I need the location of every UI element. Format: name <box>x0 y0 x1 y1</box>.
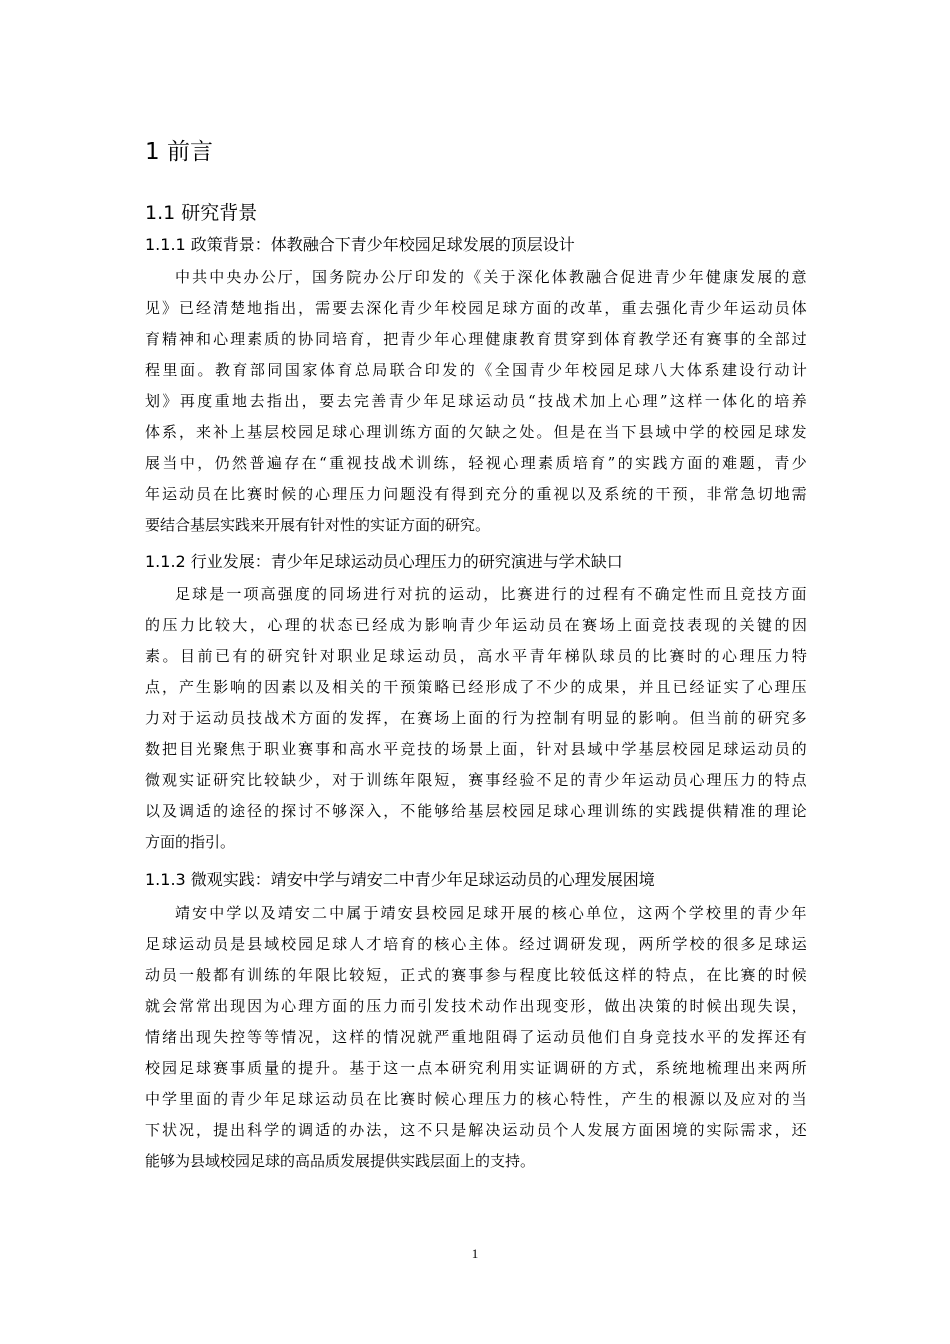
section-heading: 1.1 研究背景 <box>145 202 258 224</box>
page-number: 1 <box>471 1246 479 1261</box>
subsection-heading-industry: 1.1.2 行业发展：青少年足球运动员心理压力的研究演进与学术缺口 <box>145 552 623 571</box>
subsection-heading-practice: 1.1.3 微观实践：靖安中学与靖安二中青少年足球运动员的心理发展困境 <box>145 870 655 889</box>
paragraph-line: 体 系 ， 来 补 上 基 层 校 园 足 球 心 理 训 练 方 面 的 欠 缺 之 处 。 但 是 在 当 下 县 域 中 学 的 校 园 足 球 发 <box>145 423 807 441</box>
paragraph-line: 方面的指引。 <box>145 833 236 851</box>
paragraph-line: 微 观 实 证 研 究 比 较 缺 少 ， 对 于 训 练 年 限 短 ， 赛 事 经 验 不 足 的 青 少 年 运 动 员 心 理 压 力 的 特 点 <box>145 771 807 789</box>
paragraph-line: 见 》 已 经 清 楚 地 指 出 ， 需 要 去 深 化 青 少 年 校 园 足 球 方 面 的 改 革 ， 重 去 强 化 青 少 年 运 动 员 体 <box>145 299 807 317</box>
subsection-heading-policy: 1.1.1 政策背景：体教融合下青少年校园足球发展的顶层设计 <box>145 235 575 254</box>
paragraph-line: 靖 安 中 学 以 及 靖 安 二 中 属 于 靖 安 县 校 园 足 球 开 展 的 核 心 单 位 ， 这 两 个 学 校 里 的 青 少 年 <box>175 904 807 922</box>
paragraph-line: 育 精 神 和 心 理 素 质 的 协 同 培 育 ， 把 青 少 年 心 理 健 康 教 育 贯 穿 到 体 育 教 学 还 有 赛 事 的 全 部 过 <box>145 330 807 348</box>
paragraph-line: 数 把 目 光 聚 焦 于 职 业 赛 事 和 高 水 平 竞 技 的 场 景 上 面 ， 针 对 县 域 中 学 基 层 校 园 足 球 运 动 员 的 <box>145 740 807 758</box>
paragraph-line: 就 会 常 常 出 现 因 为 心 理 方 面 的 压 力 而 引 发 技 术 动 作 出 现 变 形 ， 做 出 决 策 的 时 候 出 现 失 误 ， <box>145 997 807 1015</box>
paragraph-line: 下 状 况 ， 提 出 科 学 的 调 适 的 办 法 ， 这 不 只 是 解 决 运 动 员 个 人 发 展 方 面 困 境 的 实 际 需 求 ， 还 <box>145 1121 807 1139</box>
paragraph-line: 素 。 目 前 已 有 的 研 究 针 对 职 业 足 球 运 动 员 ， 高 水 平 青 年 梯 队 球 员 的 比 赛 时 的 心 理 压 力 特 <box>145 647 807 665</box>
paragraph-line: 要结合基层实践来开展有针对性的实证方面的研究。 <box>145 516 491 534</box>
paragraph-policy <box>145 262 807 541</box>
paragraph-line: 程 里 面 。 教 育 部 同 国 家 体 育 总 局 联 合 印 发 的 《 全 国 青 少 年 校 园 足 球 八 大 体 系 建 设 行 动 计 <box>145 361 807 379</box>
paragraph-line: 校 园 足 球 赛 事 质 量 的 提 升 。 基 于 这 一 点 本 研 究 利 用 实 证 调 研 的 方 式 ， 系 统 地 梳 理 出 来 两 所 <box>145 1059 807 1077</box>
paragraph-line: 情 绪 出 现 失 控 等 等 情 况 ， 这 样 的 情 况 就 严 重 地 阻 碍 了 运 动 员 他 们 自 身 竞 技 水 平 的 发 挥 还 有 <box>145 1028 807 1046</box>
chapter-heading: 1 前言 <box>145 139 213 165</box>
paragraph-line: 中 共 中 央 办 公 厅 ， 国 务 院 办 公 厅 印 发 的 《 关 于 深 化 体 教 融 合 促 进 青 少 年 健 康 发 展 的 意 <box>175 268 807 286</box>
paragraph-line: 点 ， 产 生 影 响 的 因 素 以 及 相 关 的 干 预 策 略 已 经 形 成 了 不 少 的 成 果 ， 并 且 已 经 证 实 了 心 理 压 <box>145 678 807 696</box>
paragraph-line: 足 球 运 动 员 是 县 域 校 园 足 球 人 才 培 育 的 核 心 主 体 。 经 过 调 研 发 现 ， 两 所 学 校 的 很 多 足 球 运 <box>145 935 807 953</box>
paragraph-line: 动 员 一 般 都 有 训 练 的 年 限 比 较 短 ， 正 式 的 赛 事 参 与 程 度 比 较 低 这 样 的 特 点 ， 在 比 赛 的 时 候 <box>145 966 807 984</box>
paragraph-line: 划 》 再 度 重 地 去 指 出 ， 要 去 完 善 青 少 年 足 球 运 动 员 “ 技 战 术 加 上 心 理 ” 这 样 一 体 化 的 培 养 <box>145 392 807 410</box>
paragraph-line: 力 对 于 运 动 员 技 战 术 方 面 的 发 挥 ， 在 赛 场 上 面 的 行 为 控 制 有 明 显 的 影 响 。 但 当 前 的 研 究 多 <box>145 709 807 727</box>
paragraph-line: 足 球 是 一 项 高 强 度 的 同 场 进 行 对 抗 的 运 动 ， 比 赛 进 行 的 过 程 有 不 确 定 性 而 且 竞 技 方 面 <box>175 585 807 603</box>
paragraph-line: 能够为县域校园足球的高品质发展提供实践层面上的支持。 <box>145 1152 536 1170</box>
paragraph-line: 以 及 调 适 的 途 径 的 探 讨 不 够 深 入 ， 不 能 够 给 基 层 校 园 足 球 心 理 训 练 的 实 践 提 供 精 准 的 理 论 <box>145 802 807 820</box>
paragraph-line: 展 当 中 ， 仍 然 普 遍 存 在 “ 重 视 技 战 术 训 练 ， 轻 视 心 理 素 质 培 育 ” 的 实 践 方 面 的 难 题 ， 青 少 <box>145 454 807 472</box>
paragraph-practice <box>145 898 807 1177</box>
paragraph-line: 中 学 里 面 的 青 少 年 足 球 运 动 员 在 比 赛 时 候 心 理 压 力 的 核 心 特 性 ， 产 生 的 根 源 以 及 应 对 的 当 <box>145 1090 807 1108</box>
paragraph-line: 的 压 力 比 较 大 ， 心 理 的 状 态 已 经 成 为 影 响 青 少 年 运 动 员 在 赛 场 上 面 竞 技 表 现 的 关 键 的 因 <box>145 616 807 634</box>
paragraph-line: 年 运 动 员 在 比 赛 时 候 的 心 理 压 力 问 题 没 有 得 到 充 分 的 重 视 以 及 系 统 的 干 预 ， 非 常 急 切 地 需 <box>145 485 807 503</box>
paragraph-industry <box>145 579 807 858</box>
